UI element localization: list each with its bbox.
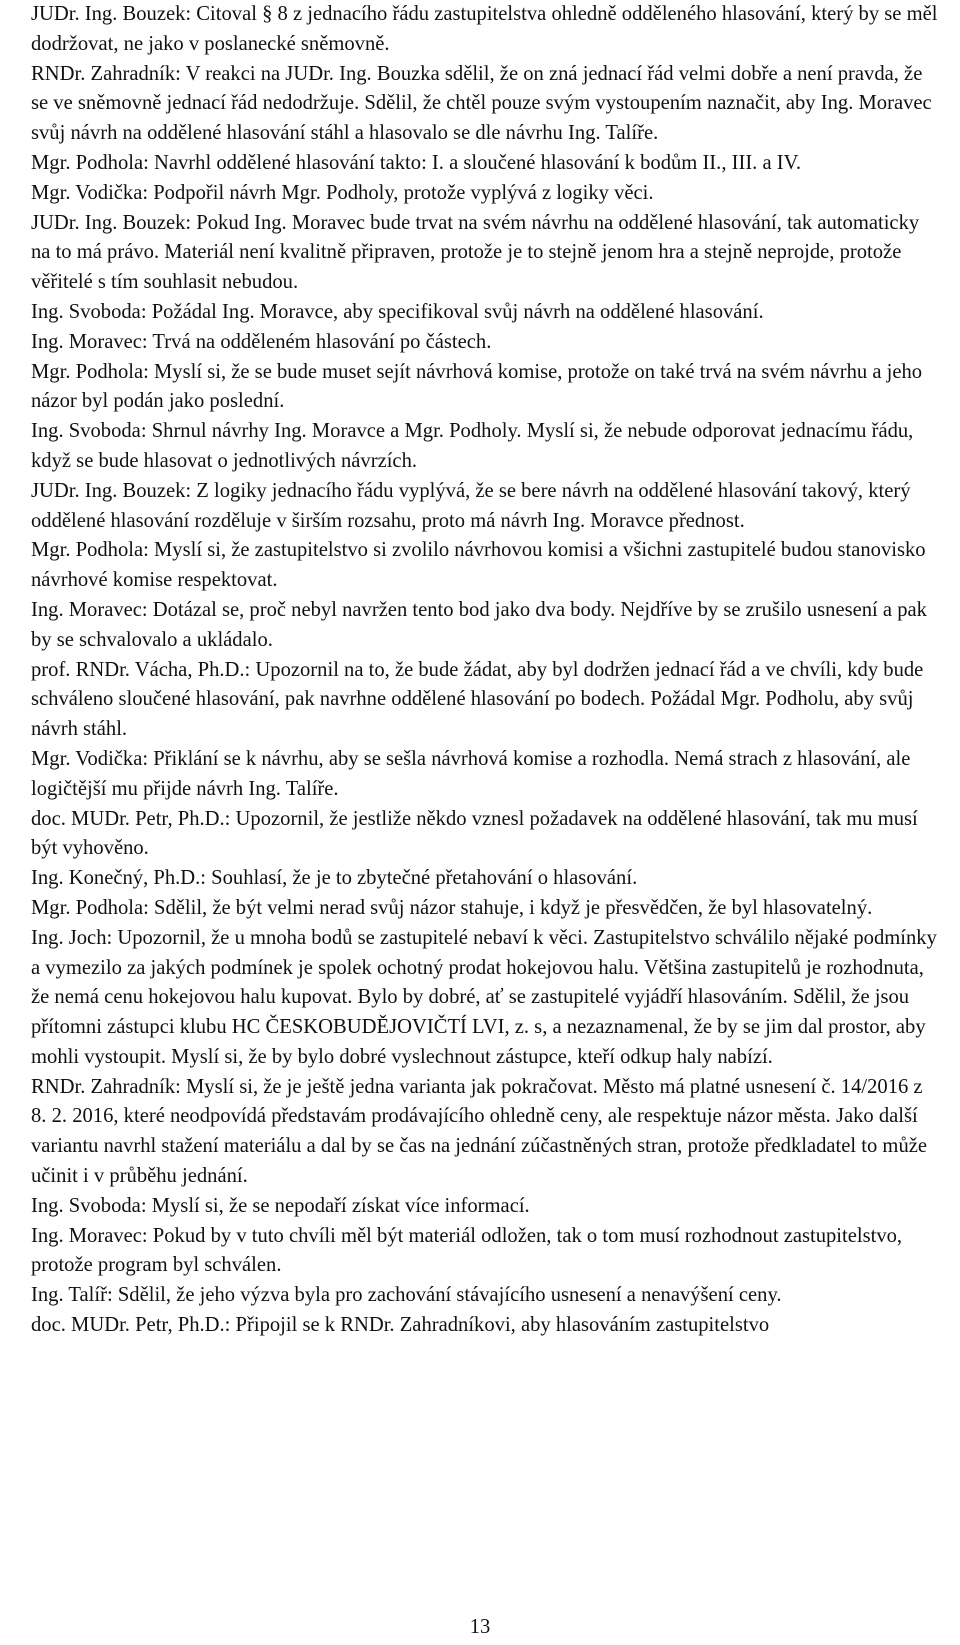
paragraph-podhola-proposal: Mgr. Podhola: Navrhl oddělené hlasování takto: I. a sloučené hlasování k bodům II., III. a IV. xyxy=(31,151,801,174)
paragraph-bouzek-right: JUDr. Ing. Bouzek: Pokud Ing. Moravec bude trvat na svém návrhu na oddělené hlasování, tak automaticky na to má právo. Materiál není kvalitně připraven, protože je to stejně jenom hra a stejně neprojde, protože věřitelé s tím souhlasit nebudou. xyxy=(31,211,920,294)
paragraph-vodicka-leaning: Mgr. Vodička: Přiklání se k návrhu, aby se sešla návrhová komise a rozhodla. Nemá strach z hlasování, ale logičtější mu přijde návrh Ing. Talíře. xyxy=(31,747,911,800)
document-page xyxy=(31,0,941,1341)
paragraph-vodicka-support: Mgr. Vodička: Podpořil návrh Mgr. Podholy, protože vyplývá z logiky věci. xyxy=(31,181,654,204)
paragraph-bouzek-logic: JUDr. Ing. Bouzek: Z logiky jednacího řádu vyplývá, že se bere návrh na oddělené hlasování takový, který oddělené hlasování rozděluje v širším rozsahu, proto má návrh Ing. Moravce přednost. xyxy=(31,479,911,532)
paragraph-moravec-postpone: Ing. Moravec: Pokud by v tuto chvíli měl být materiál odložen, tak o tom musí rozhodnout zastupitelstvo, protože program byl schválen. xyxy=(31,1224,903,1277)
paragraph-joch-remarks: Ing. Joch: Upozornil, že u mnoha bodů se zastupitelé nebaví k věci. Zastupitelstvo schválilo nějaké podmínky a vymezilo za jakých podmínek je spolek ochotný prodat hokejovou halu. Většina zastupitelů je rozhodnuta, že nemá cenu hokejovou halu kupovat. Bylo by dobré, ať se zastupitelé vyjádří hlasováním. Sdělil, že jsou přítomni zástupci klubu HC ČESKOBUDĚJOVIČTÍ LVI, z. s, a nezaznamenal, že by se jim dal prostor, aby mohli vystoupit. Myslí si, že by bylo dobré vyslechnout zástupce, kteří odkup haly nabízí. xyxy=(31,926,937,1068)
paragraph-vacha-warning: prof. RNDr. Vácha, Ph.D.: Upozornil na to, že bude žádat, aby byl dodržen jednací řád a ve chvíli, kdy bude schváleno sloučené hlasování, pak navrhne oddělené hlasování po bodech. Požádal Mgr. Podholu, aby svůj návrh stáhl. xyxy=(31,658,924,741)
paragraph-talir-statement: Ing. Talíř: Sdělil, že jeho výzva byla pro zachování stávajícího usnesení a nenavýšení ceny. xyxy=(31,1284,782,1307)
paragraph-bouzek-citation: JUDr. Ing. Bouzek: Citoval § 8 z jednacího řádu zastupitelstva ohledně odděleného hlasování, který by se měl dodržovat, ne jako v poslanecké sněmovně. xyxy=(31,3,938,55)
paragraph-moravec-insists: Ing. Moravec: Trvá na odděleném hlasování po částech. xyxy=(31,330,492,353)
paragraph-podhola-withdraws: Mgr. Podhola: Sdělil, že být velmi nerad svůj názor stahuje, i když je přesvědčen, že byl hlasovatelný. xyxy=(31,896,873,919)
paragraph-svoboda-request: Ing. Svoboda: Požádal Ing. Moravce, aby specifikoval svůj návrh na oddělené hlasování. xyxy=(31,300,764,323)
paragraph-podhola-committee: Mgr. Podhola: Myslí si, že se bude muset sejít návrhová komise, protože on také trvá na svém návrhu a jeho názor byl podán jako poslední. xyxy=(31,360,923,413)
paragraph-svoboda-summary: Ing. Svoboda: Shrnul návrhy Ing. Moravce a Mgr. Podholy. Myslí si, že nebude odporovat jednacímu řádu, když se bude hlasovat o jednotlivých návrzích. xyxy=(31,420,914,472)
paragraph-konecny-agrees: Ing. Konečný, Ph.D.: Souhlasí, že je to zbytečné přetahování o hlasování. xyxy=(31,867,638,890)
paragraph-zahradnik-variant: RNDr. Zahradník: Myslí si, že je ještě jedna varianta jak pokračovat. Město má platné usnesení č. 14/2016 z 8. 2. 2016, které neodpovídá představám prodávajícího ohledně ceny, ale respektuje názor města. Jako další variantu navrhl stažení materiálu a dal by se čas na jednání zúčastněných stran, protože předkladatel to může učinit i v průběhu jednání. xyxy=(31,1075,928,1188)
paragraph-petr-warning: doc. MUDr. Petr, Ph.D.: Upozornil, že jestliže někdo vznesl požadavek na oddělené hlasování, tak mu musí být vyhověno. xyxy=(31,807,918,860)
paragraph-podhola-respect: Mgr. Podhola: Myslí si, že zastupitelstvo si zvolilo návrhovou komisi a všichni zastupitelé budou stanovisko návrhové komise respektovat. xyxy=(31,539,926,592)
paragraph-moravec-question: Ing. Moravec: Dotázal se, proč nebyl navržen tento bod jako dva body. Nejdříve by se zrušilo usnesení a pak by se schvalovalo a ukládalo. xyxy=(31,598,927,651)
paragraph-zahradnik-reaction: RNDr. Zahradník: V reakci na JUDr. Ing. Bouzka sdělil, že on zná jednací řád velmi dobře a není pravda, že se ve sněmovně jednací řád nedodržuje. Sdělil, že chtěl pouze svým vystoupením naznačit, aby Ing. Moravec svůj návrh na oddělené hlasování stáhl a hlasovalo se dle návrhu Ing. Talíře. xyxy=(31,62,932,145)
page-number: 13 xyxy=(469,1616,491,1638)
paragraph-petr-joins: doc. MUDr. Petr, Ph.D.: Připojil se k RNDr. Zahradníkovi, aby hlasováním zastupitelstvo xyxy=(31,1314,770,1337)
paragraph-svoboda-information: Ing. Svoboda: Myslí si, že se nepodaří získat více informací. xyxy=(31,1194,530,1217)
